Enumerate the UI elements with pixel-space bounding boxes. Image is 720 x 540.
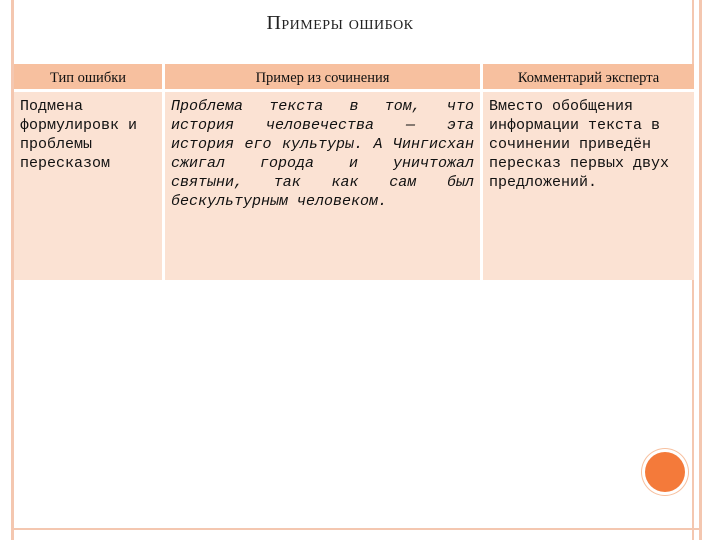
- cell-expert-comment: Вместо обобщения информации текста в сочинении приведён пересказ первых двух предложений.: [483, 92, 694, 280]
- errors-table: [14, 64, 694, 280]
- decorative-circle-icon: [645, 452, 685, 492]
- header-expert-comment: Комментарий эксперта: [483, 64, 694, 92]
- cell-example: Проблема текста в том, что история человечества — эта история его культуры. А Чингисхан сжигал города и уничтожал святыни, так как сам был бескультурным человеком.: [165, 92, 483, 280]
- header-example: Пример из сочинения: [165, 64, 483, 92]
- frame-right-outer-line: [699, 0, 702, 540]
- slide-title: Примеры ошибок: [266, 12, 414, 34]
- frame-bottom-line: [11, 528, 702, 530]
- cell-error-type: Подмена формулировк и проблемы пересказом: [14, 92, 165, 280]
- header-error-type: Тип ошибки: [14, 64, 165, 92]
